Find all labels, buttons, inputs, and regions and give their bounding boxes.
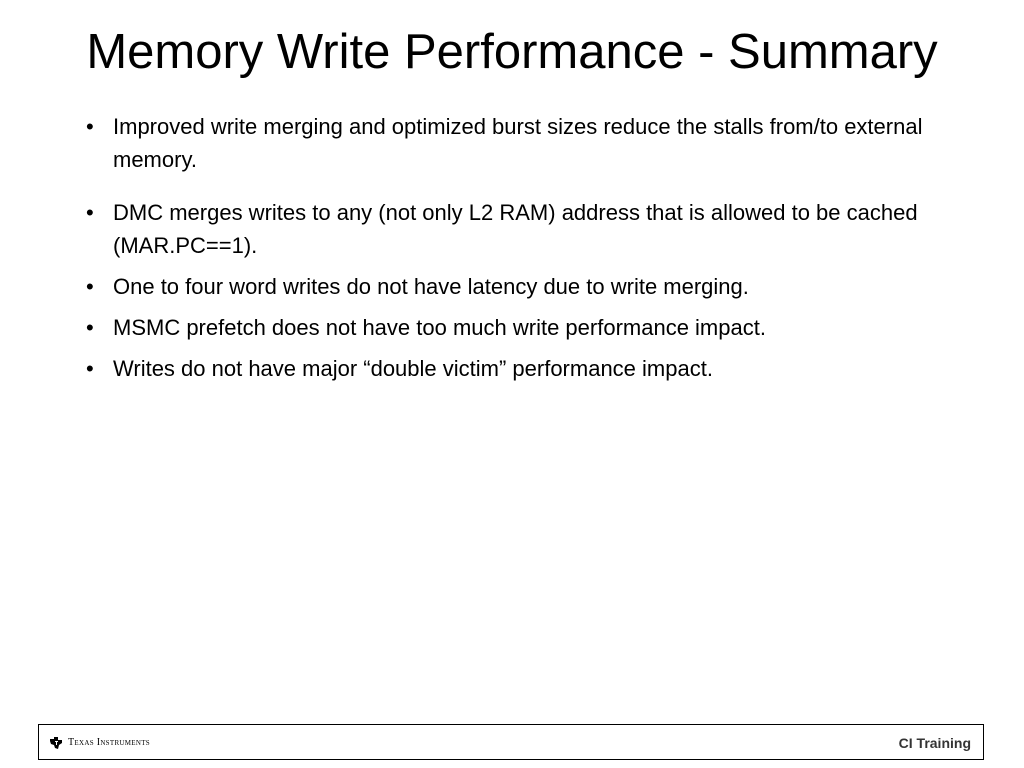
ti-logo-text: Texas Instruments bbox=[68, 737, 150, 748]
bullet-icon: • bbox=[86, 274, 94, 299]
list-item bbox=[86, 311, 956, 344]
bullet-list bbox=[86, 110, 956, 393]
ti-logo bbox=[49, 735, 150, 751]
list-item bbox=[86, 110, 956, 176]
bullet-text: One to four word writes do not have latency due to write merging. bbox=[113, 274, 749, 299]
bullet-text: Writes do not have major “double victim” performance impact. bbox=[113, 356, 713, 381]
footer-bar bbox=[38, 724, 984, 760]
bullet-icon: • bbox=[86, 200, 94, 225]
list-item bbox=[86, 196, 956, 262]
bullet-icon: • bbox=[86, 114, 94, 139]
ti-logo-icon bbox=[49, 736, 63, 750]
slide-title: Memory Write Performance - Summary bbox=[86, 25, 938, 79]
list-item bbox=[86, 352, 956, 385]
bullet-text: MSMC prefetch does not have too much write performance impact. bbox=[113, 315, 766, 340]
list-item bbox=[86, 270, 956, 303]
bullet-text: DMC merges writes to any (not only L2 RAM) address that is allowed to be cached (MAR.PC==1). bbox=[113, 200, 918, 258]
footer-label: CI Training bbox=[898, 735, 971, 751]
bullet-icon: • bbox=[86, 356, 94, 381]
bullet-icon: • bbox=[86, 315, 94, 340]
bullet-text: Improved write merging and optimized burst sizes reduce the stalls from/to external memory. bbox=[113, 114, 923, 172]
